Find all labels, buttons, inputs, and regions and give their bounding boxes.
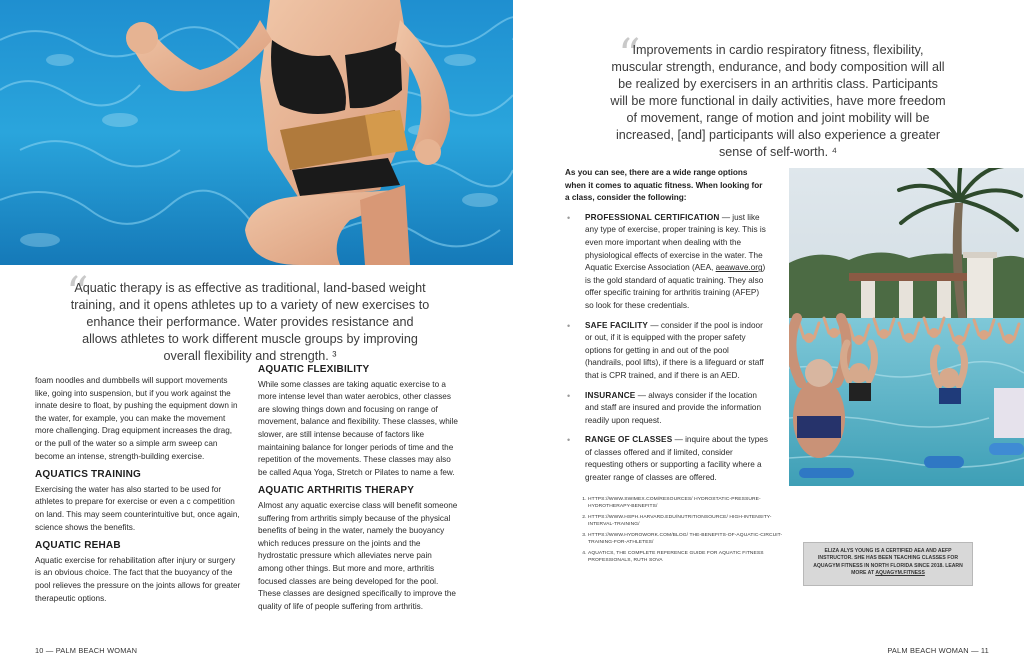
section-heading: AQUATIC ARTHRITIS THERAPY	[258, 485, 415, 497]
list-item-text: — just like any type of exercise, proper training is key. This is even more important when dealing with the physiological effects of exercise in the water. The Aquatic Exercise Association (AEA,	[585, 212, 766, 273]
page-folio-right: PALM BEACH WOMAN — 11	[887, 646, 989, 655]
body-paragraph: foam noodles and dumbbells will support movements like, going into suspension, but if you work against the innate desire to float, by pushing the equipment down in the water, for example, you can make the movement more challenging. Drag equipment increases the drag, or the pull of the water so a simple arm sweep can become an intense, strength-building exercise.	[35, 376, 238, 461]
section-heading: AQUATICS TRAINING	[35, 469, 141, 481]
list-item-text: — inquire about the types of classes offered and if limited, consider requesting others or supporting a facility where a greater range of classes are offered.	[585, 435, 768, 483]
body-paragraph: Almost any aquatic exercise class will benefit someone suffering from arthritis simply because of the physical benefits of being in the water, namely the buoyancy which reduces pressure on the joints and the hydrostatic pressure which alleviates nerve pain among other things. But more and more, arthritis focused classes are being developed for the pool. These classes are designed specifically to improve the quality of life of people suffering from arthritis.	[258, 500, 458, 611]
quote-mark-icon: “	[618, 30, 641, 81]
quote-mark-icon: “	[66, 268, 89, 319]
body-paragraph: Exercising the water has also started to be used for athletes to prepare for exercise or even a c competition on land. This may seem counterintuitive but, once again, science shows the benefits.	[35, 484, 240, 532]
list-item	[565, 434, 769, 484]
aea-link[interactable]: aeawave.org	[715, 263, 763, 273]
bullet-icon: •	[567, 435, 571, 446]
list-item-term: RANGE OF CLASSES	[585, 435, 673, 445]
aquatic-class-photo	[789, 168, 1024, 486]
right-column	[565, 167, 769, 492]
intro-paragraph: As you can see, there are a wide range options when it comes to aquatic fitness. When looking for a class, consider the following:	[565, 168, 763, 203]
list-item-term: INSURANCE	[585, 390, 636, 400]
section-heading: AQUATIC REHAB	[35, 540, 121, 552]
footnote-item: 2. HTTPS://WWW.HSPH.HARVARD.EDU/NUTRITIONSOURCE/ HIGH-INTENSITY-INTERVAL-TRAINING/	[588, 514, 790, 528]
list-item	[565, 320, 769, 383]
left-column-1	[35, 375, 241, 611]
footnote-references	[580, 496, 790, 568]
considerations-list	[565, 212, 769, 485]
bullet-icon: •	[567, 212, 571, 223]
footnote-item: 3. HTTPS://WWW.HYDROWORK.COM/BLOG/ THE-BENEFITS-OF-AQUATIC-CIRCUIT-TRAINING-FOR-ATHLETES/	[588, 532, 790, 546]
bullet-icon: •	[567, 320, 571, 331]
bullet-icon: •	[567, 390, 571, 401]
author-bio-text: ELIZA ALYS YOUNG IS A CERTIFIED AEA AND AEFP INSTRUCTOR. SHE HAS BEEN TEACHING CLASSES FOR AQUAGYM FITNESS IN NORTH FLORIDA SINCE 2018. LEARN MORE AT	[813, 548, 963, 577]
pull-quote-text: Improvements in cardio respiratory fitness, flexibility, muscular strength, endurance, and body composition will all be realized by exercisers in an arthritis class. Participants will be more functional in daily activities, have more freedom of movement, range of motion and joint mobility will be increased, [and] participants will also experience a greater sense of self-worth. ⁴	[610, 43, 946, 159]
pull-quote-text: Aquatic therapy is as effective as traditional, land-based weight training, and it opens athletes up to a variety of new exercises to enhance their performance. Water provides resistance and allows athletes to work different muscle groups by improving overall flexibility and strength. ³	[70, 281, 430, 363]
list-item-text: — consider if the pool is indoor or out, if it is equipped with the proper safety options for getting in and out of the pool (handrails, pool lifts), if there is a lifeguard or staff that is CPR trained, and if there is an AED.	[585, 320, 764, 380]
list-item-term: PROFESSIONAL CERTIFICATION	[585, 212, 720, 222]
list-item	[565, 212, 769, 313]
list-item-text: ) is the gold standard of aquatic training. They also offer specific training for arthritis training (AFEP) so look for these credentials.	[585, 263, 766, 310]
section-heading: AQUATIC FLEXIBILITY	[258, 364, 370, 375]
body-paragraph: While some classes are taking aquatic exercise to a more intense level than water aerobics, other classes are slowing things down and focusing on range of movement, balance and flexibility. These classes, while slower, are still intense because of factors like maintaining balance for longer periods of time and the repetition of the movements. These classes may also be called Aqua Yoga, Stretch or Pilates to name a few.	[258, 379, 458, 477]
left-column-2	[258, 360, 458, 619]
pull-quote-right	[608, 30, 948, 161]
list-item-text: — always consider if the location and staff are insured and provide the information readily upon request.	[585, 390, 761, 425]
footnote-item: 4. AQUATICS, THE COMPLETE REFERENCE GUIDE FOR AQUATIC FITNESS PROFESSIONALS, RUTH SOVA	[588, 550, 790, 564]
author-bio-box	[803, 542, 973, 586]
page-folio-left: 10 — PALM BEACH WOMAN	[35, 646, 138, 655]
list-item	[565, 390, 769, 428]
pull-quote-left	[66, 268, 430, 365]
swimmer-underwater-photo	[0, 0, 513, 265]
list-item-term: SAFE FACILITY	[585, 320, 649, 330]
author-website-link[interactable]: AQUAGYM.FITNESS	[875, 570, 925, 577]
body-paragraph: Aquatic exercise for rehabilitation after injury or surgery is an obvious choice. The fact that the buoyancy of the pool relieves the pressure on the joints allows for greater therapeutic options.	[35, 555, 241, 603]
footnote-item: 1. HTTPS://WWW.SWIMEX.COM/RESOURCES/ HYDROSTATIC-PRESSURE-HYDROTHERAPY-BENEFITS/	[588, 496, 790, 510]
